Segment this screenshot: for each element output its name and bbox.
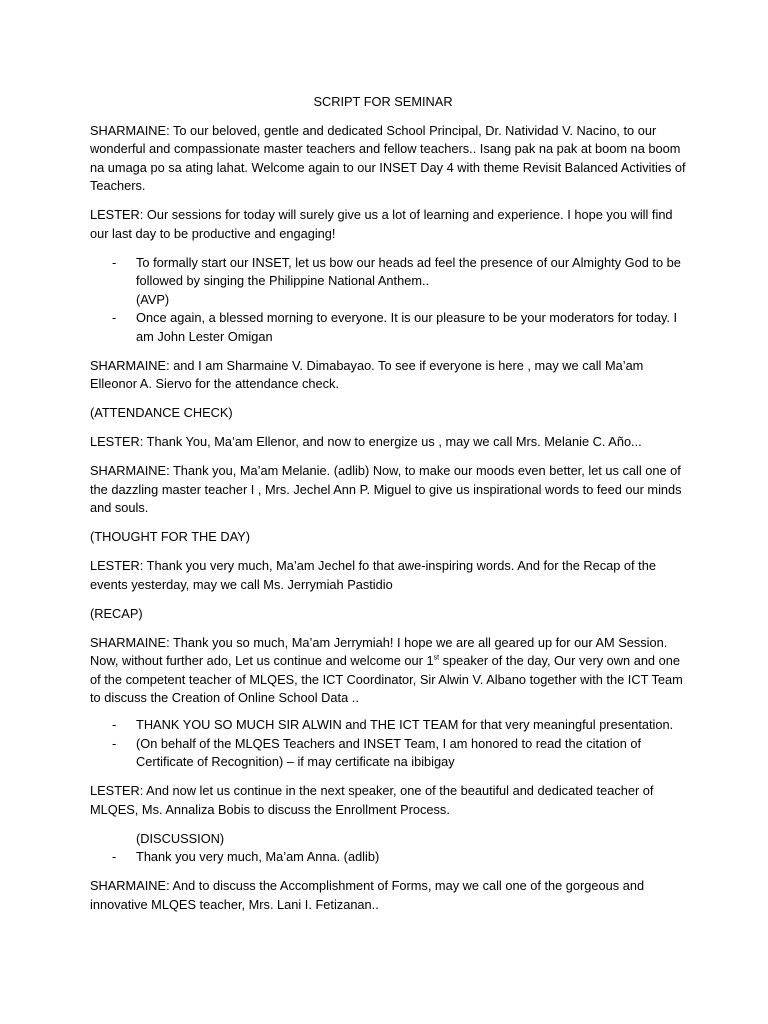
list-item-thank-you-ict-text: THANK YOU SO MUCH SIR ALWIN and THE ICT TEAM for that very meaningful presentation. [136, 717, 674, 732]
paragraph-lester-recap: LESTER: Thank you very much, Ma’am Jechel fo that awe-inspiring words. And for the Recap of the events yesterday, may we call Ms. Jerrymiah Pastidio [90, 558, 656, 592]
paragraph-lester-energize: LESTER: Thank You, Ma’am Ellenor, and now to energize us , may we call Mrs. Melanie C. Año... [90, 434, 642, 449]
list-item-greeting-text: Once again, a blessed morning to everyone. It is our pleasure to be your moderators for today. I am John Lester Omigan [136, 310, 678, 344]
paragraph-am-session-part2: speaker of the day, Our very own and one of the competent teacher of MLQES, the ICT Coordinator, Sir Alwin V. Albano together with the ICT Team to discuss the Creation of Online School Data .. [90, 653, 683, 705]
list-ict-team [90, 716, 686, 772]
paragraph-recap: (RECAP) [90, 605, 143, 621]
dash-bullet: - [112, 254, 117, 270]
paragraph-sharmaine-forms: SHARMAINE: And to discuss the Accomplishment of Forms, may we call one of the gorgeous and innovative MLQES teacher, Mrs. Lani I. Fetizanan.. [90, 878, 645, 912]
dash-bullet: - [112, 717, 117, 732]
paragraph-sharmaine-inspiration: SHARMAINE: Thank you, Ma’am Melanie. (adlib) Now, to make our moods even better, let us call one of the dazzling master teacher I , Mrs. Jechel Ann P. Miguel to give us inspirational words to feed our minds and souls. [90, 463, 682, 515]
paragraph-thought-for-the-day: (THOUGHT FOR THE DAY) [90, 529, 250, 544]
list-item-prayer-text: To formally start our INSET, let us bow our heads ad feel the presence of our Almighty God to be followed by singing the Philippine National Anthem.. [136, 254, 681, 288]
paragraph-lester-sessions: LESTER: Our sessions for today will surely give us a lot of learning and experience. I hope you will find our last day to be productive and engaging! [90, 207, 673, 241]
list-item-prayer [90, 254, 686, 310]
list-item-thank-you-anna [90, 848, 686, 867]
paragraph-sharmaine-am-session [90, 634, 686, 708]
paragraph-discussion: (DISCUSSION) [136, 830, 225, 846]
dash-bullet: - [112, 310, 117, 325]
list-discussion [90, 830, 686, 867]
list-item-thank-you-ict [90, 716, 686, 735]
paragraph-am-session-part1: SHARMAINE: Thank you so much, Ma’am Jerrymiah! I hope we are all geared up for our AM Session. Now, without further ado, Let us continue and welcome our 1 [90, 634, 668, 668]
dash-bullet: - [112, 735, 117, 751]
list-item-greeting [90, 309, 686, 346]
list-item-citation-text: (On behalf of the MLQES Teachers and INSET Team, I am honored to read the citation of Certificate of Recognition) – if may certificate na ibibigay [136, 735, 642, 769]
list-discussion-items [90, 848, 686, 867]
paragraph-sharmaine-attendance: SHARMAINE: and I am Sharmaine V. Dimabayao. To see if everyone is here , may we call Ma’am Elleonor A. Siervo for the attendance check. [90, 357, 644, 391]
document-title: SCRIPT FOR SEMINAR [313, 94, 453, 109]
dash-bullet: - [112, 849, 117, 864]
list-item-avp-note: (AVP) [136, 291, 170, 307]
list-opening [90, 254, 686, 347]
paragraph-sharmaine-welcome: SHARMAINE: To our beloved, gentle and dedicated School Principal, Dr. Natividad V. Nacino, to our wonderful and compassionate master teachers and fellow teachers.. Isang pak na pak at boom na boom na umaga po sa ating lahat. Welcome again to our INSET Day 4 with theme Revisit Balanced Activities of Teachers. [90, 122, 686, 193]
ordinal-superscript: st [433, 654, 440, 662]
paragraph-lester-next-speaker: LESTER: And now let us continue in the next speaker, one of the beautiful and dedicated teacher of MLQES, Ms. Annaliza Bobis to discuss the Enrollment Process. [90, 783, 654, 817]
list-item-citation [90, 735, 686, 772]
document-page [90, 93, 686, 925]
list-item-thank-you-anna-text: Thank you very much, Ma’am Anna. (adlib) [136, 849, 380, 864]
paragraph-attendance-check: (ATTENDANCE CHECK) [90, 405, 233, 420]
